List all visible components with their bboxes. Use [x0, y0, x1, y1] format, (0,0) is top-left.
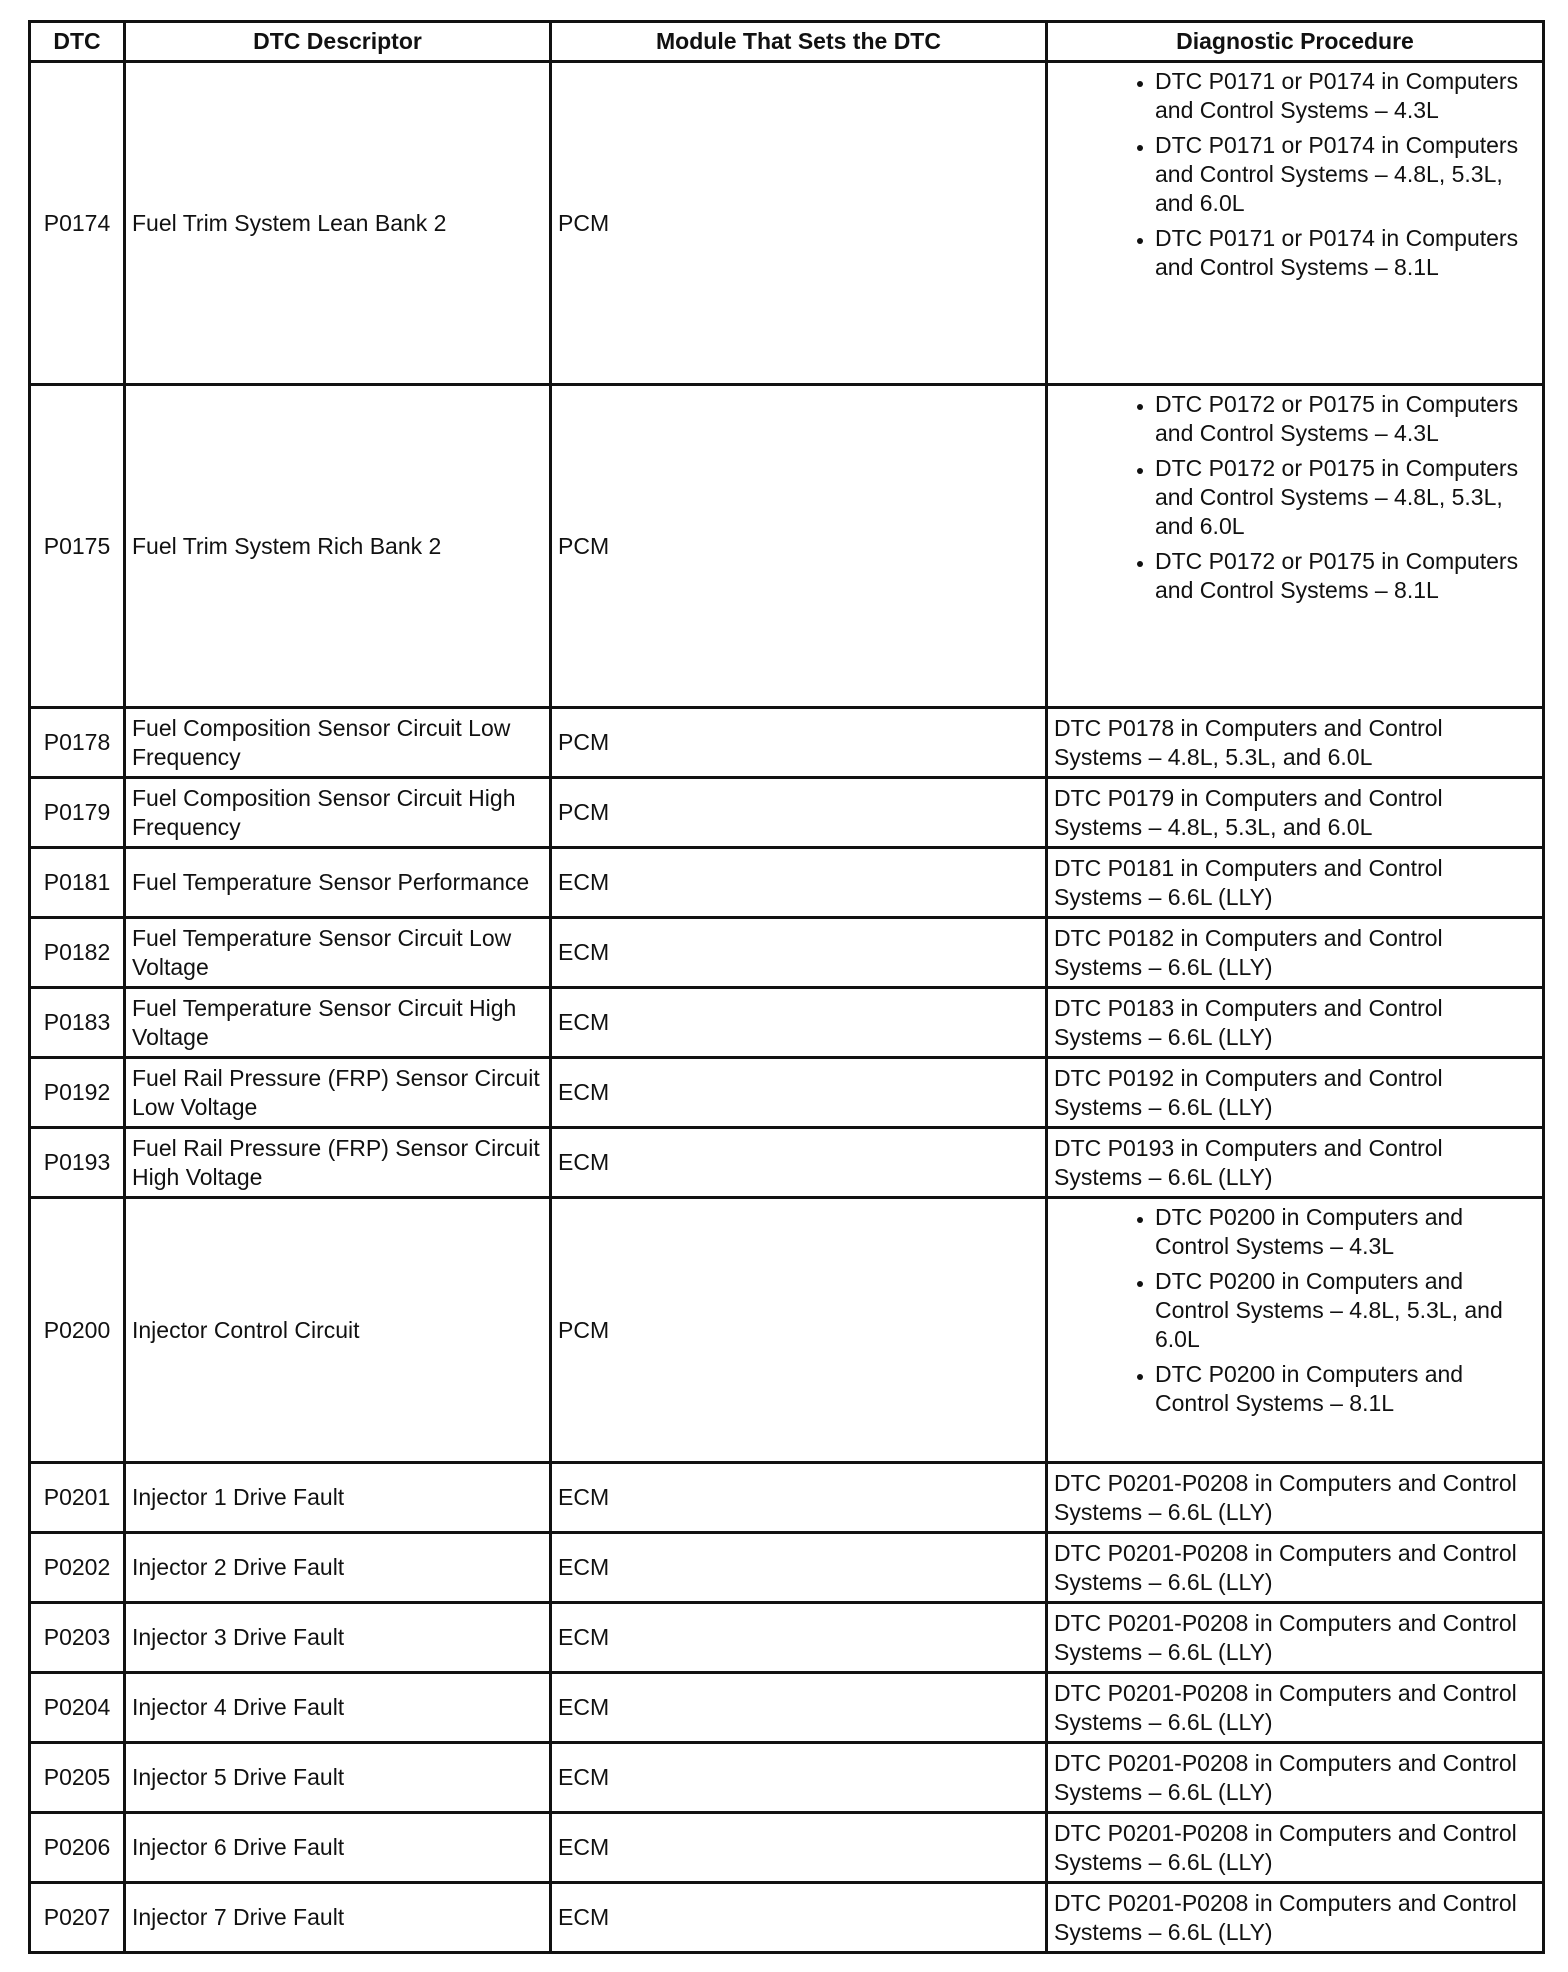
table-row — [30, 1743, 1544, 1813]
table-row — [30, 1813, 1544, 1883]
dtc-table — [28, 20, 1545, 1954]
module-name: PCM — [551, 778, 1047, 848]
header-module: Module That Sets the DTC — [551, 22, 1047, 62]
table-row — [30, 708, 1544, 778]
procedure-list — [1054, 1203, 1536, 1418]
module-name: ECM — [551, 1883, 1047, 1953]
dtc-code: P0203 — [30, 1603, 125, 1673]
procedure-link[interactable]: • DTC P0172 or P0175 in Computers and Control Systems – 4.8L, 5.3L, and 6.0L — [1155, 454, 1528, 541]
module-name: ECM — [551, 1743, 1047, 1813]
diagnostic-procedure[interactable]: DTC P0201-P0208 in Computers and Control Systems – 6.6L (LLY) — [1047, 1673, 1544, 1743]
procedure-link[interactable]: • DTC P0200 in Computers and Control Systems – 8.1L — [1155, 1360, 1528, 1418]
module-name: ECM — [551, 1463, 1047, 1533]
diagnostic-procedure[interactable]: DTC P0179 in Computers and Control Systems – 4.8L, 5.3L, and 6.0L — [1047, 778, 1544, 848]
module-name: ECM — [551, 918, 1047, 988]
header-dtc: DTC — [30, 22, 125, 62]
table-row — [30, 1533, 1544, 1603]
diagnostic-procedure — [1047, 62, 1544, 385]
table-header-row — [30, 22, 1544, 62]
dtc-descriptor: Fuel Composition Sensor Circuit Low Frequency — [125, 708, 551, 778]
diagnostic-procedure[interactable]: DTC P0201-P0208 in Computers and Control Systems – 6.6L (LLY) — [1047, 1533, 1544, 1603]
dtc-code: P0200 — [30, 1198, 125, 1463]
module-name: ECM — [551, 848, 1047, 918]
diagnostic-procedure[interactable]: DTC P0201-P0208 in Computers and Control Systems – 6.6L (LLY) — [1047, 1743, 1544, 1813]
dtc-code: P0175 — [30, 385, 125, 708]
dtc-code: P0179 — [30, 778, 125, 848]
procedure-list — [1054, 390, 1536, 605]
dtc-code: P0201 — [30, 1463, 125, 1533]
table-row — [30, 385, 1544, 708]
diagnostic-procedure[interactable]: DTC P0201-P0208 in Computers and Control Systems – 6.6L (LLY) — [1047, 1463, 1544, 1533]
table-row — [30, 1673, 1544, 1743]
dtc-code: P0192 — [30, 1058, 125, 1128]
dtc-descriptor: Injector 2 Drive Fault — [125, 1533, 551, 1603]
procedure-link[interactable]: • DTC P0171 or P0174 in Computers and Control Systems – 8.1L — [1155, 224, 1528, 282]
procedure-list — [1054, 67, 1536, 282]
procedure-link[interactable]: • DTC P0171 or P0174 in Computers and Control Systems – 4.3L — [1155, 67, 1528, 125]
diagnostic-procedure[interactable]: DTC P0183 in Computers and Control Systems – 6.6L (LLY) — [1047, 988, 1544, 1058]
table-row — [30, 1198, 1544, 1463]
module-name: ECM — [551, 1058, 1047, 1128]
dtc-code: P0181 — [30, 848, 125, 918]
module-name: ECM — [551, 1128, 1047, 1198]
diagnostic-procedure[interactable]: DTC P0182 in Computers and Control Systems – 6.6L (LLY) — [1047, 918, 1544, 988]
table-row — [30, 1463, 1544, 1533]
dtc-descriptor: Injector 1 Drive Fault — [125, 1463, 551, 1533]
module-name: ECM — [551, 1673, 1047, 1743]
dtc-code: P0202 — [30, 1533, 125, 1603]
dtc-code: P0207 — [30, 1883, 125, 1953]
module-name: PCM — [551, 62, 1047, 385]
table-row — [30, 1058, 1544, 1128]
procedure-link[interactable]: • DTC P0172 or P0175 in Computers and Control Systems – 4.3L — [1155, 390, 1528, 448]
table-row — [30, 988, 1544, 1058]
diagnostic-procedure[interactable]: DTC P0193 in Computers and Control Systems – 6.6L (LLY) — [1047, 1128, 1544, 1198]
header-dtc-descriptor: DTC Descriptor — [125, 22, 551, 62]
dtc-descriptor: Injector 4 Drive Fault — [125, 1673, 551, 1743]
module-name: ECM — [551, 1813, 1047, 1883]
dtc-code: P0193 — [30, 1128, 125, 1198]
dtc-descriptor: Fuel Trim System Rich Bank 2 — [125, 385, 551, 708]
header-diagnostic-procedure: Diagnostic Procedure — [1047, 22, 1544, 62]
table-row — [30, 918, 1544, 988]
dtc-descriptor: Injector Control Circuit — [125, 1198, 551, 1463]
dtc-descriptor: Fuel Temperature Sensor Circuit Low Voltage — [125, 918, 551, 988]
dtc-code: P0174 — [30, 62, 125, 385]
module-name: PCM — [551, 708, 1047, 778]
module-name: PCM — [551, 385, 1047, 708]
diagnostic-procedure[interactable]: DTC P0192 in Computers and Control Systems – 6.6L (LLY) — [1047, 1058, 1544, 1128]
diagnostic-procedure[interactable]: DTC P0201-P0208 in Computers and Control Systems – 6.6L (LLY) — [1047, 1883, 1544, 1953]
dtc-code: P0206 — [30, 1813, 125, 1883]
diagnostic-procedure[interactable]: DTC P0201-P0208 in Computers and Control Systems – 6.6L (LLY) — [1047, 1603, 1544, 1673]
table-row — [30, 1883, 1544, 1953]
diagnostic-procedure[interactable]: DTC P0201-P0208 in Computers and Control Systems – 6.6L (LLY) — [1047, 1813, 1544, 1883]
dtc-descriptor: Injector 7 Drive Fault — [125, 1883, 551, 1953]
module-name: ECM — [551, 1603, 1047, 1673]
diagnostic-procedure — [1047, 385, 1544, 708]
procedure-link[interactable]: • DTC P0200 in Computers and Control Systems – 4.8L, 5.3L, and 6.0L — [1155, 1267, 1528, 1354]
table-row — [30, 1603, 1544, 1673]
dtc-descriptor: Fuel Temperature Sensor Circuit High Voltage — [125, 988, 551, 1058]
dtc-descriptor: Fuel Rail Pressure (FRP) Sensor Circuit Low Voltage — [125, 1058, 551, 1128]
module-name: PCM — [551, 1198, 1047, 1463]
dtc-descriptor: Injector 6 Drive Fault — [125, 1813, 551, 1883]
table-row — [30, 778, 1544, 848]
diagnostic-procedure[interactable]: DTC P0178 in Computers and Control Systems – 4.8L, 5.3L, and 6.0L — [1047, 708, 1544, 778]
module-name: ECM — [551, 988, 1047, 1058]
table-row — [30, 62, 1544, 385]
dtc-descriptor: Fuel Rail Pressure (FRP) Sensor Circuit High Voltage — [125, 1128, 551, 1198]
procedure-link[interactable]: • DTC P0171 or P0174 in Computers and Control Systems – 4.8L, 5.3L, and 6.0L — [1155, 131, 1528, 218]
diagnostic-procedure[interactable]: DTC P0181 in Computers and Control Systems – 6.6L (LLY) — [1047, 848, 1544, 918]
dtc-code: P0183 — [30, 988, 125, 1058]
dtc-code: P0178 — [30, 708, 125, 778]
dtc-descriptor: Fuel Trim System Lean Bank 2 — [125, 62, 551, 385]
dtc-descriptor: Injector 3 Drive Fault — [125, 1603, 551, 1673]
dtc-code: P0204 — [30, 1673, 125, 1743]
table-row — [30, 1128, 1544, 1198]
dtc-descriptor: Fuel Temperature Sensor Performance — [125, 848, 551, 918]
dtc-code: P0205 — [30, 1743, 125, 1813]
procedure-link[interactable]: • DTC P0200 in Computers and Control Systems – 4.3L — [1155, 1203, 1528, 1261]
dtc-descriptor: Fuel Composition Sensor Circuit High Frequency — [125, 778, 551, 848]
diagnostic-procedure — [1047, 1198, 1544, 1463]
dtc-code: P0182 — [30, 918, 125, 988]
table-row — [30, 848, 1544, 918]
module-name: ECM — [551, 1533, 1047, 1603]
dtc-descriptor: Injector 5 Drive Fault — [125, 1743, 551, 1813]
procedure-link[interactable]: • DTC P0172 or P0175 in Computers and Control Systems – 8.1L — [1155, 547, 1528, 605]
